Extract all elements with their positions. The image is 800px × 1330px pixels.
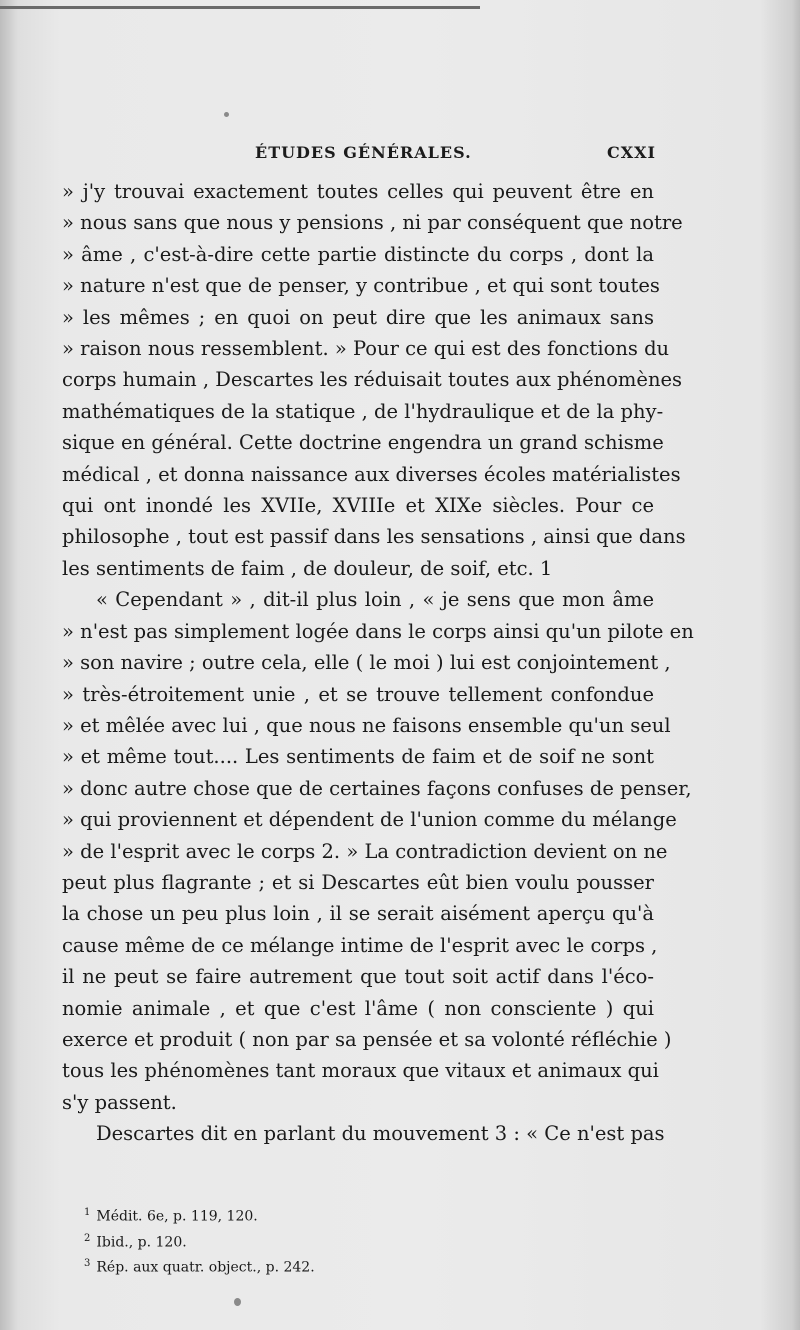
footnote-text: Médit. 6e, p. 119, 120.	[96, 1208, 258, 1225]
text-line: » de l'esprit avec le corps 2. » La contradiction devient on ne	[62, 839, 668, 863]
text-line: les sentiments de faim , de douleur, de soif, etc. 1	[62, 556, 553, 580]
footnote	[84, 1202, 584, 1228]
footnote	[84, 1253, 584, 1279]
text-line: s'y passent.	[62, 1090, 177, 1114]
page-number: CXXI	[606, 143, 656, 162]
text-line: » son navire ; outre cela, elle ( le moi ) lui est conjointement ,	[62, 651, 671, 675]
top-rule	[0, 6, 480, 9]
text-line: » nature n'est que de penser, y contribue , et qui sont toutes	[62, 274, 660, 298]
text-line: » âme , c'est-à-dire cette partie distincte du corps , dont la	[62, 242, 654, 266]
footnote-mark: 2	[84, 1232, 91, 1244]
text-line: » les mêmes ; en quoi on peut dire que les animaux sans	[62, 305, 654, 329]
running-header	[100, 143, 656, 167]
text-line: exerce et produit ( non par sa pensée et sa volonté réfléchie )	[62, 1027, 672, 1051]
text-line: philosophe , tout est passif dans les sensations , ainsi que dans	[62, 525, 686, 549]
body-text	[62, 176, 694, 1150]
footnote-text: Ibid., p. 120.	[96, 1234, 187, 1251]
text-line: tous les phénomènes tant moraux que vitaux et animaux qui	[62, 1059, 659, 1083]
text-line: mathématiques de la statique , de l'hydraulique et de la phy-	[62, 399, 664, 423]
text-line: » donc autre chose que de certaines façons confuses de penser,	[62, 776, 692, 800]
text-line: » et mêlée avec lui , que nous ne faisons ensemble qu'un seul	[62, 713, 671, 737]
text-line: » nous sans que nous y pensions , ni par conséquent que notre	[62, 211, 683, 235]
running-title: ÉTUDES GÉNÉRALES.	[255, 143, 472, 162]
ink-dot	[234, 1298, 241, 1306]
text-line: cause même de ce mélange intime de l'esprit avec le corps ,	[62, 933, 658, 957]
text-line: « Cependant » , dit-il plus loin , « je sens que mon âme	[96, 588, 654, 612]
footnotes	[84, 1202, 584, 1279]
text-line: » et même tout.... Les sentiments de faim et de soif ne sont	[62, 745, 654, 769]
text-line: corps humain , Descartes les réduisait toutes aux phénomènes	[62, 368, 683, 392]
text-line: » raison nous ressemblent. » Pour ce qui est des fonctions du	[62, 337, 670, 361]
text-line: il ne peut se faire autrement que tout soit actif dans l'éco-	[62, 965, 654, 989]
ink-dot	[224, 112, 229, 117]
text-line: médical , et donna naissance aux diverses écoles matérialistes	[62, 462, 681, 486]
text-line: » j'y trouvai exactement toutes celles qui peuvent être en	[62, 180, 654, 203]
footnote	[84, 1228, 584, 1254]
text-line: qui ont inondé les XVIIe, XVIIIe et XIXe siècles. Pour ce	[62, 494, 654, 518]
footnote-text: Rép. aux quatr. object., p. 242.	[96, 1259, 315, 1276]
text-line: la chose un peu plus loin , il se serait aisément aperçu qu'à	[62, 902, 654, 926]
text-line: » très-étroitement unie , et se trouve tellement confondue	[62, 682, 654, 706]
text-line: nomie animale , et que c'est l'âme ( non consciente ) qui	[62, 996, 654, 1020]
text-line: » n'est pas simplement logée dans le corps ainsi qu'un pilote en	[62, 619, 694, 643]
text-line: Descartes dit en parlant du mouvement 3 : « Ce n'est pas	[96, 1122, 665, 1146]
text-line: » qui proviennent et dépendent de l'union comme du mélange	[62, 808, 677, 832]
text-line: sique en général. Cette doctrine engendra un grand schisme	[62, 431, 664, 455]
footnote-mark: 3	[84, 1258, 91, 1270]
text-line: peut plus flagrante ; et si Descartes eût bien voulu pousser	[62, 870, 654, 894]
footnote-mark: 1	[84, 1207, 91, 1218]
